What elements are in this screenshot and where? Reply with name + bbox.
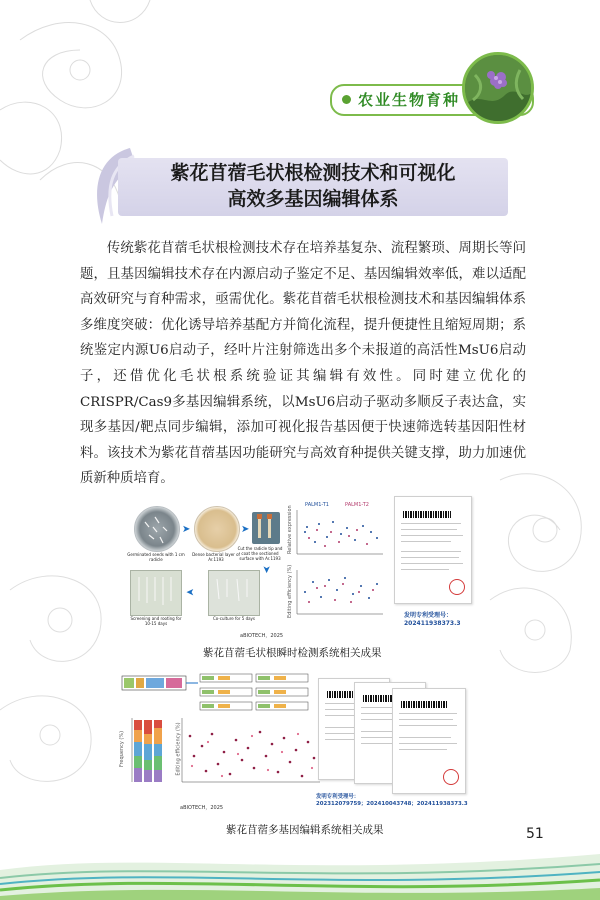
footer-wave-decoration — [0, 840, 600, 900]
ylabel-top: Relative expression — [287, 505, 293, 554]
petri-dish-bacteria — [194, 506, 240, 552]
ylabel-bottom: Editing efficiency (%) — [287, 564, 293, 618]
step5-caption: Co-culture for 5 days — [212, 616, 256, 621]
arrow-left-icon: ➤ — [186, 586, 195, 597]
alfalfa-flower-photo — [462, 52, 534, 124]
process-panel — [124, 504, 282, 632]
expression-scatter-chart — [285, 502, 385, 630]
patent-certificate-1 — [394, 496, 472, 604]
arrow-down-icon: ➤ — [260, 565, 272, 574]
patent-certificate-2c — [392, 688, 466, 794]
figure2-caption: 紫花苜蓿多基因编辑系统相关成果 — [226, 824, 384, 836]
flower-lineart-right — [470, 460, 600, 680]
figure2-journal: aBIOTECH，2025 — [180, 805, 224, 811]
figure1-journal: aBIOTECH，2025 — [240, 633, 284, 639]
cut-radicle-photo — [252, 512, 280, 544]
vector-construct-diagram — [114, 672, 314, 716]
editing-efficiency-scatter — [172, 716, 322, 802]
patent-number: 202411938373.3 — [404, 620, 461, 627]
legend-t2: PALM1-T2 — [345, 502, 369, 508]
legend-t1: PALM1-T1 — [305, 502, 329, 508]
petri-dish-seeds — [134, 506, 180, 552]
page-number: 51 — [526, 826, 544, 842]
frequency-ylabel: Frequency (%) — [119, 730, 126, 768]
badge-dot-icon — [342, 95, 351, 104]
patent-label: 发明专利受理号： — [404, 612, 453, 619]
plate-rooting — [130, 570, 182, 616]
barcode — [403, 511, 451, 518]
patent-footer-1 — [404, 612, 461, 628]
scatter-plots — [285, 502, 385, 630]
arrow-right-icon: ➤ — [182, 524, 191, 535]
article-title — [118, 160, 508, 212]
arrow-right-icon: ➤ — [241, 524, 250, 535]
article-body: 传统紫花苜蓿毛状根检测技术存在培养基复杂、流程繁琐、周期长等问题，且基因编辑技术存在内源启动子鉴定不足、基因编辑效率低，难以适配高效研究与育种需求，亟需优化。紫花苜蓿毛状根检测技术和基因编辑体系多维度突破：优化诱导培养基配方并简化流程，提升便捷性且缩短周期；系统鉴定内源U6启动子，经叶片注射筛选出多个未报道的高活性MsU6启动子，还借优化毛状根系统验证其编辑有效性。同时建立优化的CRISPR/Cas9多基因编辑系统，以MsU6启动子驱动多顺反子表达盒，实现多基因/靶点同步编辑，添加可视化报告基因便于快速筛选转基因阳性材料。该技术为紫花苜蓿基因功能研究与高效育种提供关键支撑，助力加速优质新种质培育。 — [80, 241, 526, 487]
step4-caption: Screening and rooting for 10-15 days — [130, 616, 182, 626]
patent-label-2: 发明专利受理号： — [316, 794, 360, 800]
official-seal — [449, 579, 465, 595]
figure1-caption: 紫花苜蓿毛状根瞬时检测系统相关成果 — [203, 647, 382, 659]
step1-caption: Germinated seeds with 1 cm radicle — [127, 552, 185, 562]
patent-numbers-2: 202312079759；202410043748；202411938373.3 — [316, 801, 468, 807]
title-line-1: 紫花苜蓿毛状根检测技术和可视化 — [170, 162, 456, 184]
plate-coculture — [208, 570, 260, 616]
step3-caption: Cut the radicle tip and coat the sectioned surface with Ar.1193 — [237, 546, 283, 561]
section-label: 农业生物育种 — [358, 91, 461, 109]
patent-footer-2 — [316, 794, 468, 808]
title-line-2: 高效多基因编辑体系 — [227, 188, 399, 210]
efficiency-ylabel: Editing efficiency (%) — [175, 722, 182, 776]
frequency-stacked-bars — [118, 716, 170, 802]
step2-caption: Dense bacterial layer of Ar.1193 — [192, 552, 240, 562]
